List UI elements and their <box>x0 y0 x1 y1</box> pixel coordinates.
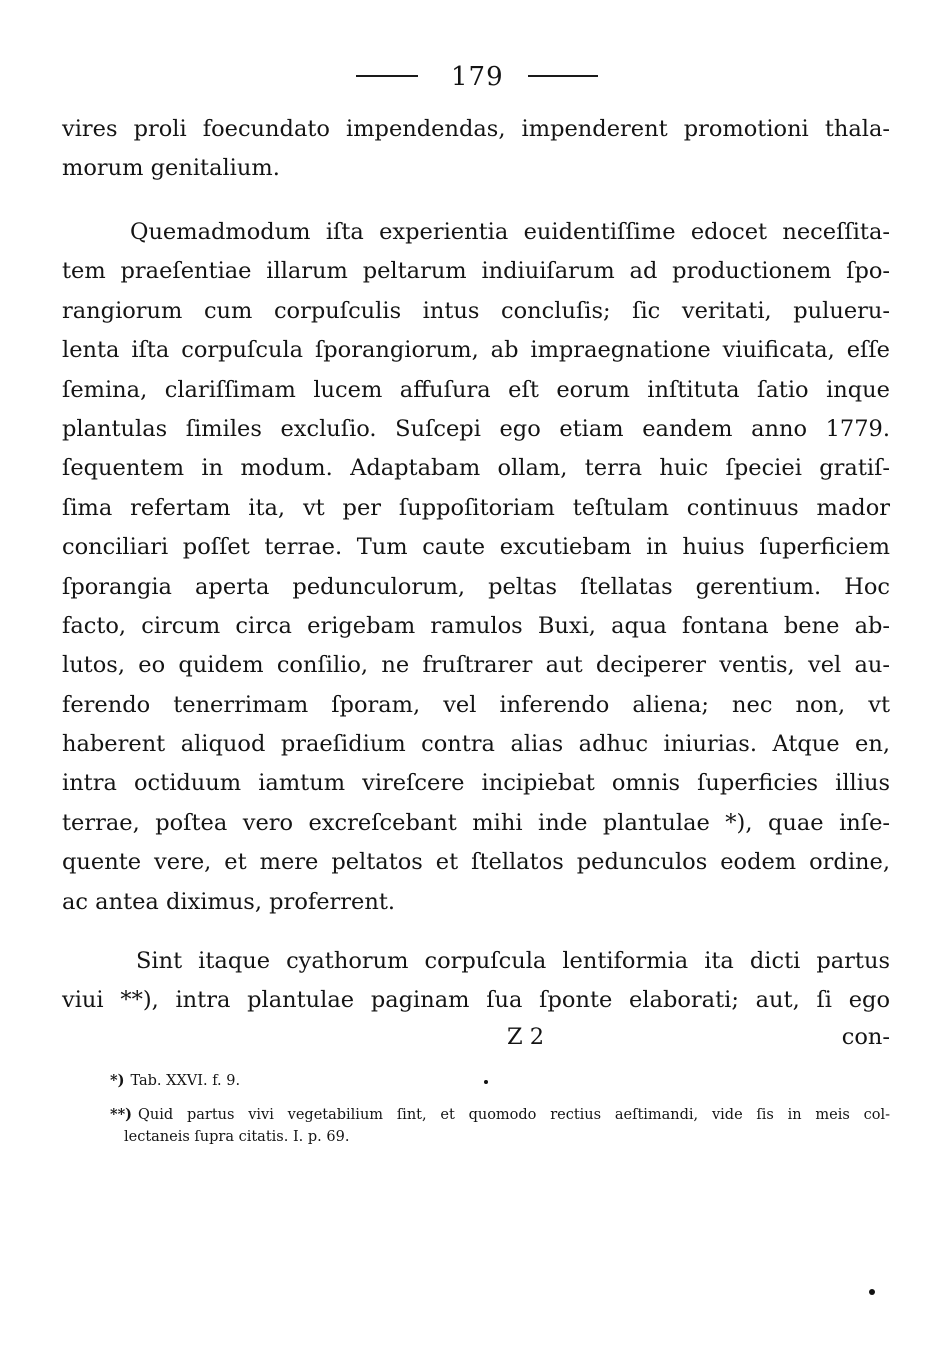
signature-row <box>62 1024 890 1058</box>
signature-mark: Z 2 <box>507 1024 545 1050</box>
footnote-mark: **) <box>110 1106 133 1123</box>
text-line: Quemadmodum iſta experientia euidentiſſime edocet neceſſita- <box>130 219 890 245</box>
paragraph-conclusion <box>62 942 890 1021</box>
footnote <box>110 1104 890 1126</box>
footnote-continuation: lectaneis ſupra citatis. I. p. 69. <box>124 1129 350 1145</box>
text-line: intra octiduum iamtum vireſcere incipiebat omnis ſuperficies illius <box>62 770 890 797</box>
paragraph-continuation <box>62 110 890 189</box>
text-line: viui **), intra plantulae paginam ſua ſponte elaborati; aut, ſi ego <box>62 987 890 1014</box>
footnotes <box>110 1070 890 1148</box>
footnote-text: Quid partus vivi vegetabilium ſint, et quomodo rectius aeſtimandi, vide ſis in meis col- <box>138 1107 890 1123</box>
text-line: conciliari poſſet terrae. Tum caute excutiebam in huius ſuperficiem <box>62 534 890 561</box>
footnote-text: Tab. XXVI. f. 9. <box>130 1073 241 1089</box>
text-line: quente vere, et mere peltatos et ſtellatos pedunculos eodem ordine, <box>62 849 890 876</box>
ink-speck <box>869 1289 875 1295</box>
running-header <box>0 62 950 92</box>
text-line: morum genitalium. <box>62 155 280 182</box>
text-line: vires proli foecundato impendendas, impenderent promotioni thala- <box>62 116 890 142</box>
text-line: terrae, poſtea vero excreſcebant mihi inde plantulae *), quae inſe- <box>62 809 890 836</box>
text-line: rangiorum cum corpuſculis intus concluſis; ſic veritati, pulueru- <box>62 297 890 324</box>
ink-speck <box>484 1080 488 1084</box>
footnote-mark: *) <box>110 1072 125 1089</box>
text-line: ſequentem in modum. Adaptabam ollam, terra huic ſpeciei gratiſ- <box>62 455 890 482</box>
catchword: con- <box>841 1024 890 1050</box>
paragraph-experiment <box>62 213 890 922</box>
text-line: plantulas ſimiles excluſio. Suſcepi ego etiam eandem anno 1779. <box>62 415 890 442</box>
text-line: haberent aliquod praeſidium contra alias adhuc iniurias. Atque en, <box>62 731 890 758</box>
footnote <box>110 1070 890 1092</box>
text-line: ſemina, clariſſimam lucem affuſura eſt eorum inſtituta ſatio inque <box>62 376 890 403</box>
page-number: 179 <box>451 62 504 92</box>
header-rule-right <box>528 75 598 77</box>
text-line: ſima refertam ita, vt per ſuppoſitoriam teſtulam continuus mador <box>62 494 890 521</box>
text-line: tem praeſentiae illarum peltarum indiuiſarum ad productionem ſpo- <box>62 258 890 285</box>
text-line: ſporangia aperta pedunculorum, peltas ſtellatas gerentium. Hoc <box>62 573 890 600</box>
text-line: ferendo tenerrimam ſporam, vel inferendo aliena; nec non, vt <box>62 691 890 718</box>
text-line: lutos, eo quidem conſilio, ne fruſtrarer aut deciperer ventis, vel au- <box>62 652 890 679</box>
header-rule-left <box>356 75 418 77</box>
text-line: lenta iſta corpuſcula ſporangiorum, ab impraegnatione viuificata, eſſe <box>62 337 890 364</box>
text-line: ac antea diximus, proferrent. <box>62 888 396 915</box>
text-line: Sint itaque cyathorum corpuſcula lentiformia ita dicti partus <box>136 948 890 974</box>
text-line: facto, circum circa erigebam ramulos Buxi, aqua fontana bene ab- <box>62 612 890 639</box>
